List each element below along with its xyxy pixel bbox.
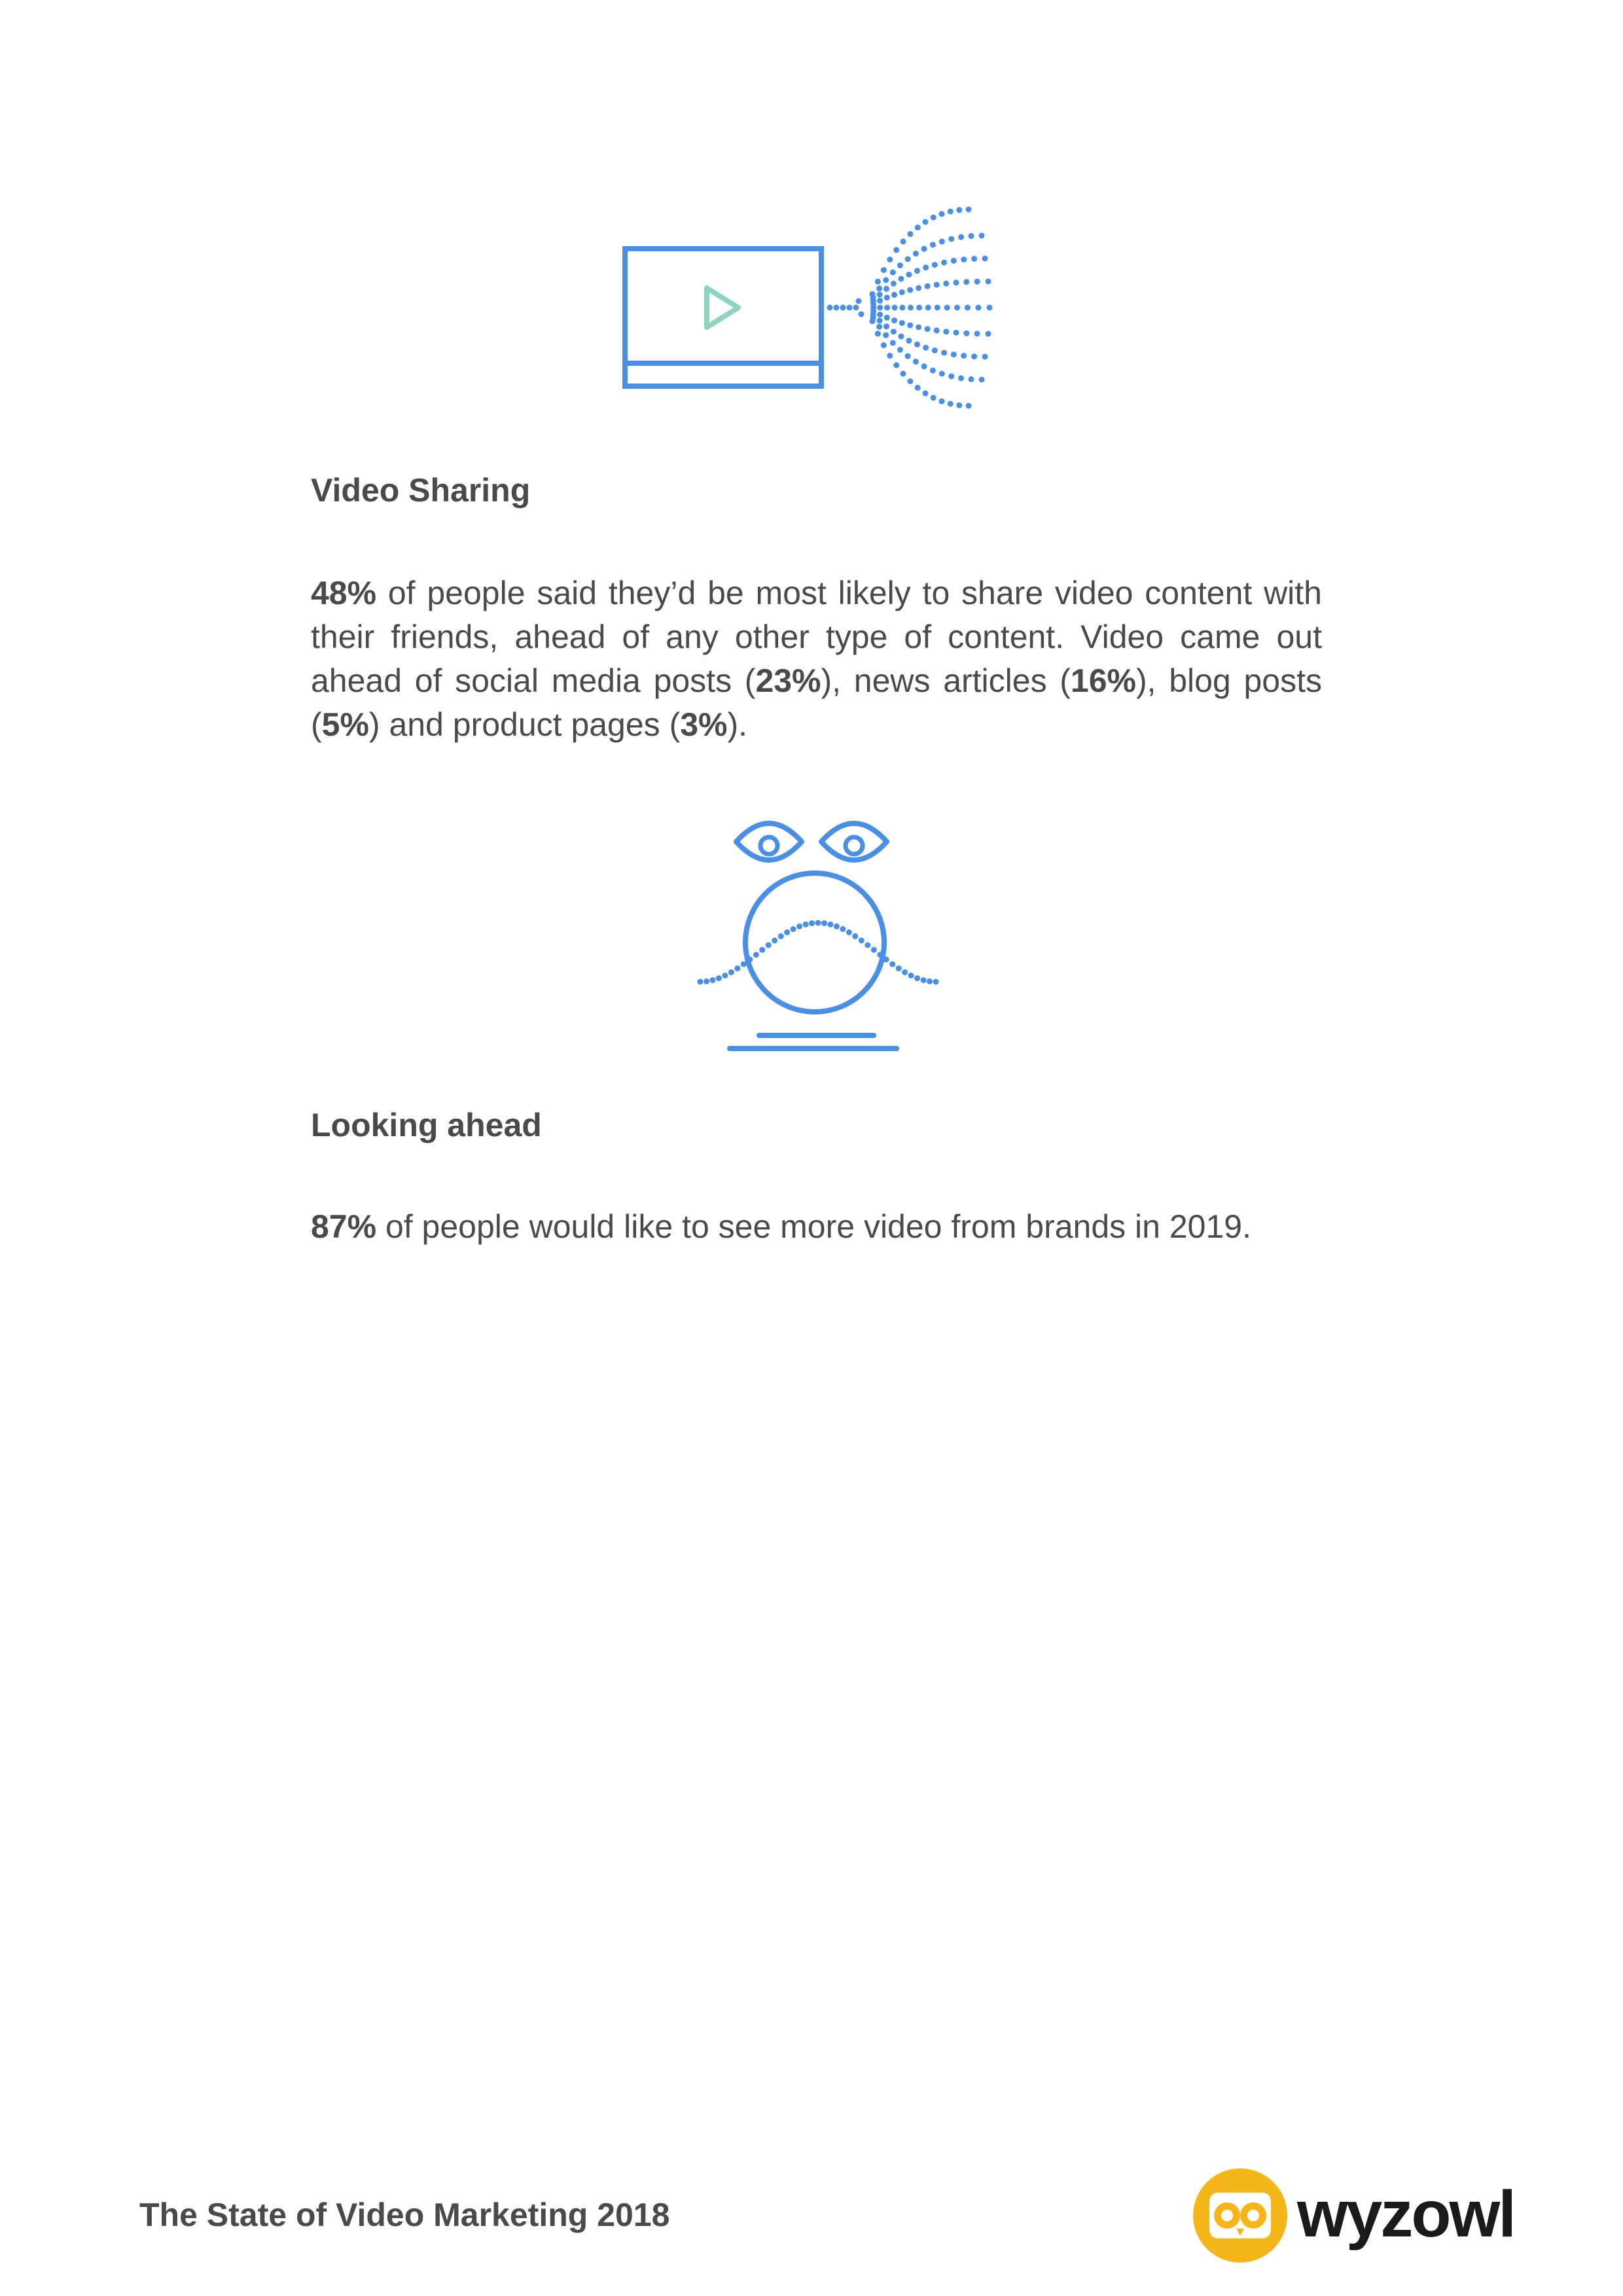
share-dot xyxy=(941,350,947,355)
share-dot xyxy=(923,219,929,225)
share-dot xyxy=(974,279,980,285)
share-dot xyxy=(986,331,991,337)
wave-dot xyxy=(753,952,759,958)
share-dot xyxy=(961,353,967,359)
wave-dot xyxy=(709,977,715,983)
share-dot xyxy=(870,318,876,324)
wave-dot xyxy=(791,926,796,932)
wyzowl-logo xyxy=(1191,2166,1515,2265)
share-dot xyxy=(944,305,950,311)
share-dot xyxy=(876,324,882,330)
wave-dot xyxy=(883,957,889,963)
wave-dot xyxy=(809,920,815,926)
stat-value: 3% xyxy=(680,706,728,743)
share-dot xyxy=(915,385,921,391)
share-dot xyxy=(948,209,954,215)
share-dot xyxy=(913,359,919,365)
wave-dot xyxy=(734,965,740,971)
share-dot xyxy=(875,331,881,336)
share-dot xyxy=(930,368,936,374)
share-dot xyxy=(982,256,988,262)
share-dot xyxy=(883,323,889,329)
wave-dot xyxy=(908,973,914,978)
wave-dot xyxy=(815,920,821,926)
share-dot xyxy=(916,325,921,331)
wave-dot xyxy=(766,942,772,948)
share-dot xyxy=(948,373,954,379)
share-dot xyxy=(883,286,889,292)
share-dot xyxy=(877,292,883,298)
wave-dot xyxy=(741,961,747,967)
wave-dot xyxy=(747,957,753,963)
wave-dot xyxy=(859,937,865,943)
video-share-icon xyxy=(615,196,1021,432)
share-dot xyxy=(847,305,853,311)
body-text: of people said they’d be most likely to share video content with their friends, ahead of any other type of content. Video came out ahead of social media posts ( xyxy=(311,575,1322,699)
share-dot xyxy=(906,338,912,344)
share-dot xyxy=(907,287,913,293)
share-dot xyxy=(979,377,985,383)
share-dot xyxy=(915,224,921,230)
share-dot xyxy=(925,305,931,311)
share-dot xyxy=(907,231,913,237)
stat-value: 5% xyxy=(321,706,369,743)
wave-dot xyxy=(834,924,840,929)
wave-dot xyxy=(852,933,858,939)
wave-dot xyxy=(759,947,765,953)
share-dot xyxy=(925,283,931,289)
wave-dot xyxy=(704,978,709,984)
share-dot xyxy=(876,285,882,291)
share-dot xyxy=(934,282,940,288)
wave-dot xyxy=(827,922,833,927)
share-dot xyxy=(898,334,904,340)
body-text: of people would like to see more video from brands in 2019. xyxy=(376,1208,1251,1245)
share-dot xyxy=(921,363,927,369)
share-dot xyxy=(887,257,893,262)
share-dot xyxy=(856,298,862,304)
share-dot xyxy=(914,268,920,274)
share-dot xyxy=(921,246,927,252)
body-text: ), news articles ( xyxy=(821,662,1071,699)
wave-dot xyxy=(889,961,895,967)
share-dot xyxy=(881,267,887,273)
share-dot xyxy=(907,322,913,328)
stat-value: 16% xyxy=(1070,662,1136,699)
wave-dot xyxy=(803,922,809,927)
logo-wordmark: wyzowl xyxy=(1297,2178,1515,2251)
wave-dot xyxy=(821,920,827,926)
share-dot xyxy=(897,262,903,268)
wave-dot xyxy=(927,978,933,984)
share-dot xyxy=(893,247,899,253)
share-dot xyxy=(966,403,972,409)
share-dot xyxy=(859,312,865,317)
section-paragraph-looking-ahead xyxy=(311,1205,1322,1249)
share-dot xyxy=(969,233,974,239)
share-dot xyxy=(948,401,954,406)
share-dot xyxy=(892,305,898,311)
share-dot xyxy=(931,395,936,401)
wave-dot xyxy=(772,937,777,943)
body-text: ) and product pages ( xyxy=(368,706,681,743)
share-dot xyxy=(834,305,840,311)
section-paragraph-video-sharing xyxy=(311,571,1322,747)
share-dot xyxy=(897,347,903,353)
footer-report-title: The State of Video Marketing 2018 xyxy=(139,2197,670,2233)
share-dot xyxy=(827,305,833,311)
share-dot xyxy=(884,305,890,311)
share-dot xyxy=(923,390,929,396)
wave-dot xyxy=(698,979,704,985)
wave-dot xyxy=(914,975,920,981)
share-dot xyxy=(901,371,906,377)
share-dot xyxy=(935,305,940,311)
share-dot xyxy=(906,272,912,278)
wave-dot xyxy=(728,969,734,975)
share-dot xyxy=(930,242,936,248)
wave-dot xyxy=(778,933,784,939)
share-dot xyxy=(941,260,947,266)
share-dot xyxy=(899,305,905,311)
share-dot xyxy=(884,295,890,300)
share-dot xyxy=(883,277,889,283)
stat-value: 23% xyxy=(755,662,821,699)
share-dot xyxy=(971,353,977,359)
wave-dot xyxy=(796,924,802,929)
share-dot xyxy=(899,289,905,295)
section-heading-looking-ahead: Looking ahead xyxy=(311,1107,542,1143)
share-dot xyxy=(877,312,883,317)
share-dot xyxy=(975,305,981,311)
share-dot xyxy=(956,403,962,408)
share-dot xyxy=(899,320,905,326)
share-dot xyxy=(966,207,972,213)
share-dot xyxy=(961,257,967,262)
share-dot xyxy=(943,281,949,287)
share-dot xyxy=(877,298,883,304)
share-dot xyxy=(908,305,914,311)
share-dot xyxy=(939,371,945,377)
share-dot xyxy=(890,340,896,346)
wave-dot xyxy=(865,942,870,948)
share-dot xyxy=(907,378,913,384)
wave-dot xyxy=(902,969,908,975)
share-dot xyxy=(963,331,969,336)
share-dot xyxy=(943,329,949,334)
share-dot xyxy=(875,279,881,285)
share-dot xyxy=(948,236,954,242)
share-dot xyxy=(913,251,919,257)
share-dot xyxy=(954,279,959,285)
share-dot xyxy=(891,329,897,334)
share-dot xyxy=(951,258,957,264)
stat-value: 48% xyxy=(311,575,377,611)
share-dot xyxy=(887,353,893,359)
share-dot xyxy=(914,342,920,348)
share-dot xyxy=(916,305,922,311)
share-dot xyxy=(958,234,964,240)
wave-dot xyxy=(921,977,927,983)
share-dot xyxy=(916,285,921,291)
share-dot xyxy=(932,262,938,268)
share-dot xyxy=(893,363,899,368)
share-dot xyxy=(954,330,959,336)
wave-dot xyxy=(871,947,877,953)
share-dot xyxy=(905,353,911,359)
share-dot xyxy=(881,342,887,348)
share-dot xyxy=(891,317,897,323)
share-dot xyxy=(958,375,964,381)
share-dot xyxy=(956,207,962,213)
owl-logo-icon xyxy=(1191,2166,1289,2265)
share-dot xyxy=(982,354,988,360)
share-dot xyxy=(923,264,929,270)
share-dot xyxy=(986,279,991,285)
share-dot xyxy=(884,315,890,321)
wave-dot xyxy=(722,973,728,978)
wave-dot xyxy=(840,926,846,932)
body-text: ), blog posts ( xyxy=(311,662,1322,743)
share-dot xyxy=(877,305,883,311)
wave-dot xyxy=(933,979,939,985)
share-dot xyxy=(979,233,985,239)
share-dot xyxy=(939,211,945,217)
share-dot xyxy=(954,305,960,311)
body-text: ). xyxy=(727,706,748,743)
crystal-ball-eyes-icon xyxy=(687,805,949,1067)
share-dot xyxy=(925,326,931,332)
share-dot xyxy=(965,305,971,311)
share-dot xyxy=(898,276,904,282)
share-dot xyxy=(932,348,938,353)
section-heading-video-sharing: Video Sharing xyxy=(311,472,531,509)
share-dot xyxy=(969,376,974,382)
share-dot xyxy=(987,305,993,311)
share-dot xyxy=(891,292,897,298)
share-dot xyxy=(905,256,911,262)
share-dot xyxy=(853,305,859,311)
share-dot xyxy=(934,327,940,333)
share-dot xyxy=(963,279,969,285)
share-dot xyxy=(883,332,889,338)
share-dot xyxy=(931,215,936,221)
share-dot xyxy=(939,399,945,404)
share-dot xyxy=(974,331,980,336)
wave-dot xyxy=(784,929,790,935)
share-dot xyxy=(901,239,906,245)
share-dot xyxy=(951,351,957,357)
share-dot xyxy=(923,345,929,351)
share-dot xyxy=(971,256,977,262)
wave-dot xyxy=(716,975,722,981)
share-dot xyxy=(939,239,945,245)
wave-dot xyxy=(896,965,902,971)
wave-dot xyxy=(877,952,883,958)
share-dot xyxy=(890,270,896,276)
wave-dot xyxy=(846,929,852,935)
share-dot xyxy=(891,281,897,287)
stat-value: 87% xyxy=(311,1208,377,1245)
share-dot xyxy=(877,317,883,323)
share-dot xyxy=(840,305,846,311)
